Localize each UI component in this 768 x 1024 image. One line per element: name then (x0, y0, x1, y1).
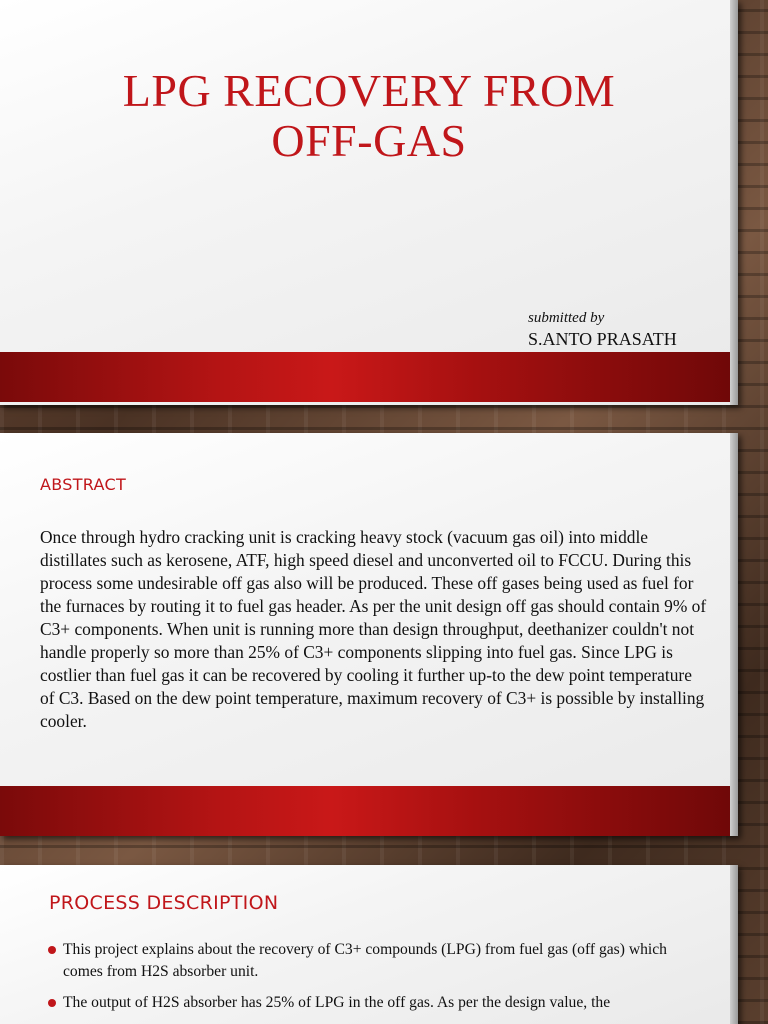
list-item (48, 992, 698, 1014)
bullet-dot-icon (48, 999, 56, 1007)
red-band-divider (0, 786, 738, 836)
abstract-heading: ABSTRACT (40, 475, 127, 494)
author-name: S.ANTO PRASATH (528, 329, 677, 349)
title-line-2: OFF-GAS (271, 115, 467, 166)
process-description-heading: PROCESS DESCRIPTION (49, 892, 279, 914)
bullet-text: This project explains about the recovery of C3+ compounds (LPG) from fuel gas (off gas) which comes from H2S absorber unit. (63, 941, 667, 980)
abstract-slide (0, 433, 738, 836)
bullet-dot-icon (48, 946, 56, 954)
bullet-text: The output of H2S absorber has 25% of LPG in the off gas. As per the design value, the (63, 994, 611, 1011)
abstract-text: Once through hydro cracking unit is cracking heavy stock (vacuum gas oil) into middle distillates such as kerosene, ATF, high speed diesel and unconverted oil to FCCU. During this process some undesirable off gas also will be produced. These off gases being used as fuel for the furnaces by routing it to fuel gas header. As per the unit design off gas should contain 9% of C3+ components. When unit is running more than design throughput, deethanizer couldn't not handle properly so more than 25% of C3+ components slipping into fuel gas. Since LPG is costlier than fuel gas it can be recovered by cooling it further up-to the dew point temperature of C3. Based on the dew point temperature, maximum recovery of C3+ is possible by installing cooler. (40, 527, 707, 731)
slide-title (0, 66, 738, 166)
red-band-divider (0, 352, 738, 402)
title-line-1: LPG RECOVERY FROM (122, 65, 616, 116)
list-item (48, 939, 698, 983)
title-slide (0, 0, 738, 405)
bullet-list (48, 939, 698, 1023)
process-description-slide (0, 865, 738, 1024)
submitted-by-label: submitted by (528, 310, 605, 326)
